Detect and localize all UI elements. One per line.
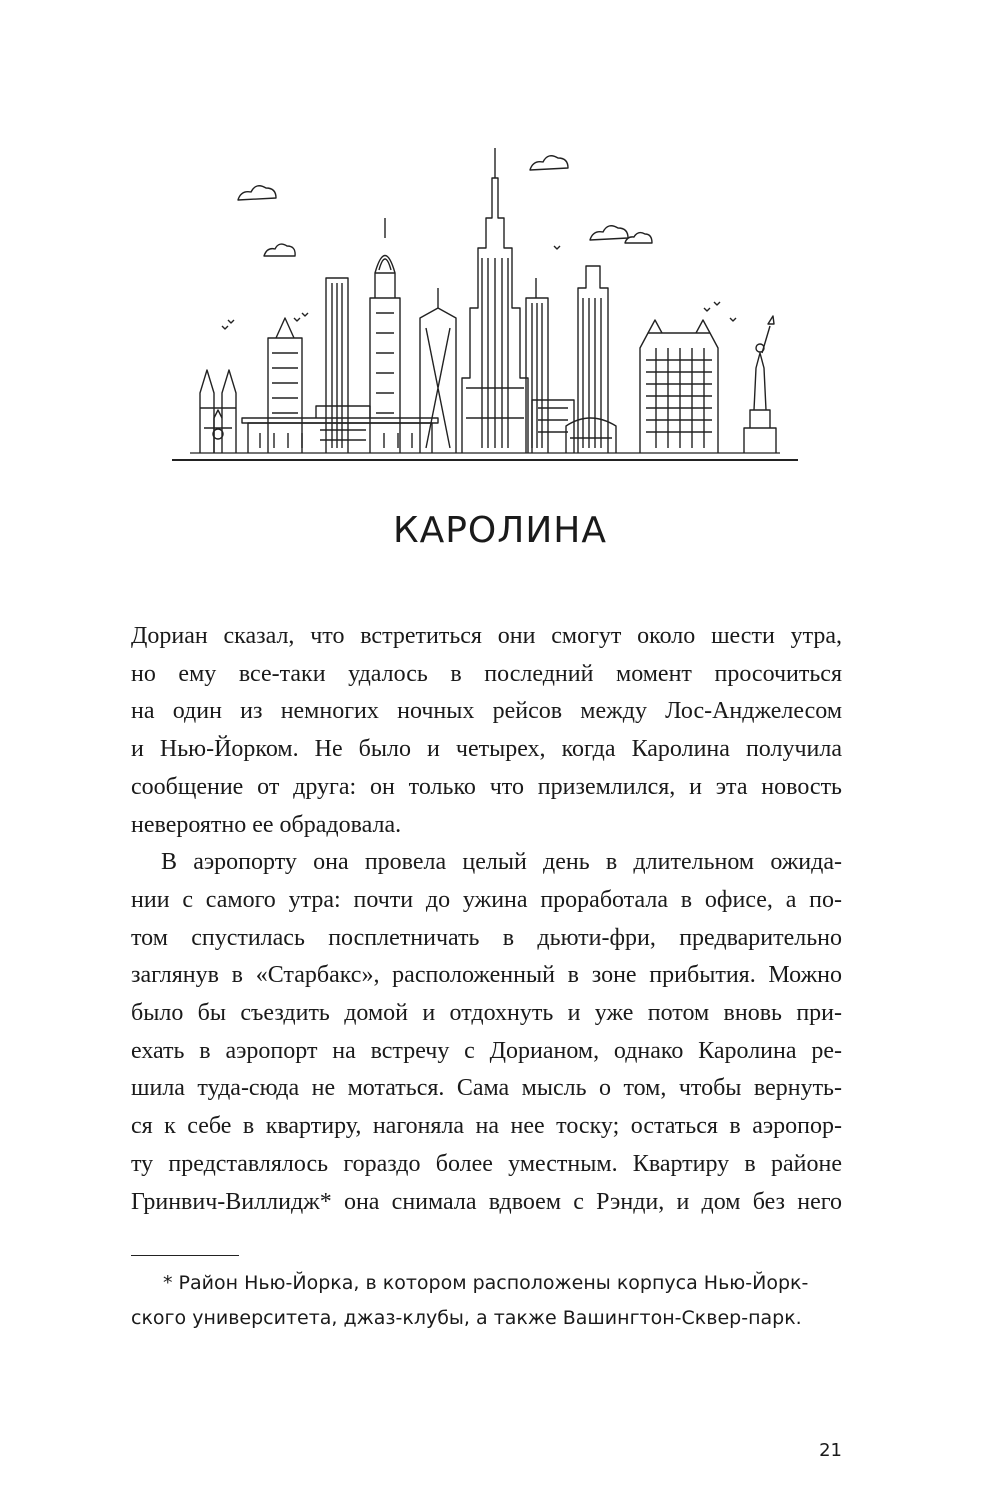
paragraph [131, 618, 842, 844]
text-line: В аэропорту она провела целый день в длительном ожида- [161, 849, 842, 876]
text-line: было бы съездить домой и отдохнуть и уже потом вновь при- [131, 1000, 842, 1027]
text-line: невероятно ее обрадовала. [131, 811, 402, 838]
text-line: но ему все-таки удалось в последний момент просочиться [131, 660, 842, 687]
chapter-title: КАРОЛИНА [393, 510, 607, 551]
text-line: заглянув в «Старбакс», расположенный в зоне прибытия. Можно [131, 962, 842, 989]
text-line: на один из немногих ночных рейсов между Лос-Анджелесом [131, 698, 842, 725]
new-york-skyline-icon [170, 148, 800, 468]
footnote [131, 1266, 842, 1336]
body-text [131, 618, 842, 1221]
page-number: 21 [819, 1440, 842, 1461]
text-line: и Нью-Йорком. Не было и четырех, когда Каролина получила [131, 736, 842, 763]
text-line: ехать в аэропорт на встречу с Дорианом, однако Каролина ре- [131, 1037, 842, 1064]
footnote-line: ского университета, джаз-клубы, а также Вашингтон-Сквер-парк. [131, 1307, 802, 1329]
paragraph [131, 844, 842, 1221]
text-line: сообщение от друга: он только что приземлился, и эта новость [131, 773, 842, 800]
text-line: ту представлялось гораздо более уместным. Квартиру в районе [131, 1150, 842, 1177]
footnote-line: * Район Нью-Йорка, в котором расположены корпуса Нью-Йорк- [163, 1272, 809, 1294]
text-line: том спустилась посплетничать в дьюти-фри, предварительно [131, 924, 842, 951]
text-line: ся к себе в квартиру, нагоняла на нее тоску; остаться в аэропор- [131, 1113, 842, 1140]
text-line: нии с самого утра: почти до ужина проработала в офисе, а по- [131, 886, 842, 913]
text-line: шила туда-сюда не мотаться. Сама мысль о том, чтобы вернуть- [131, 1075, 842, 1102]
footnote-divider [131, 1255, 239, 1256]
text-line: Гринвич-Виллидж* она снимала вдвоем с Рэнди, и дом без него [131, 1188, 842, 1215]
text-line: Дориан сказал, что встретиться они смогут около шести утра, [131, 623, 842, 649]
